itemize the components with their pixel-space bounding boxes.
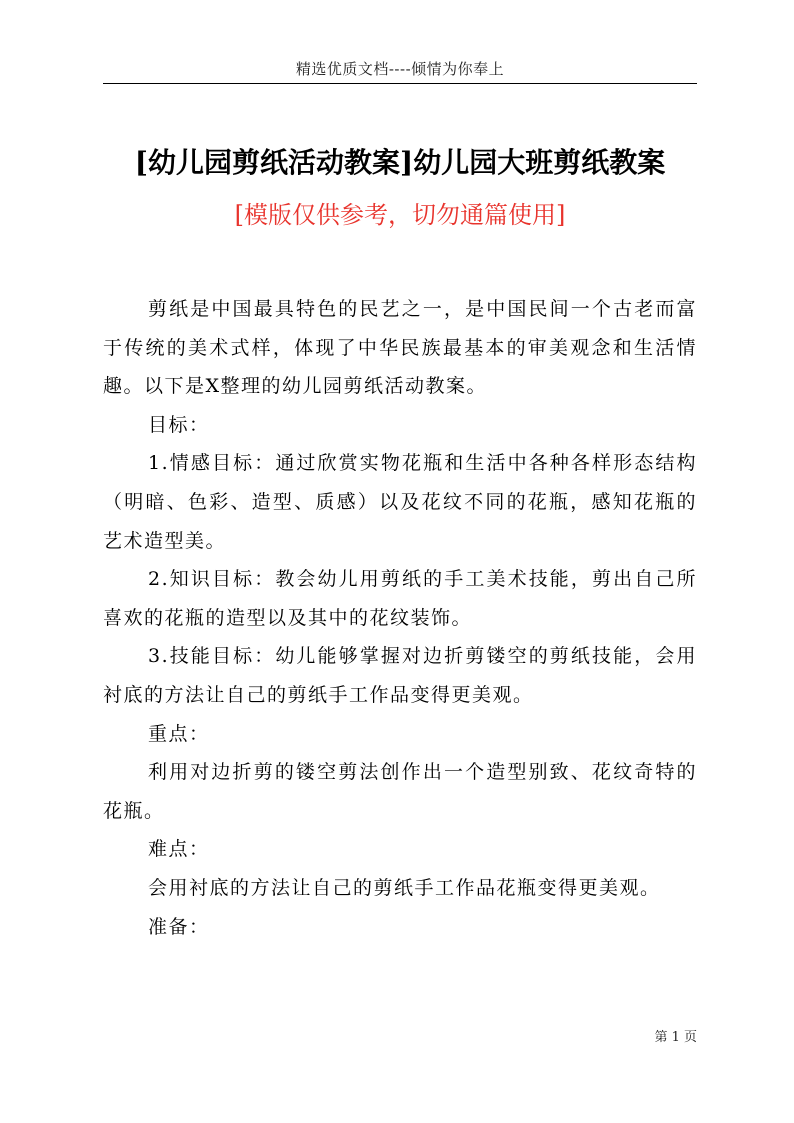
key-point-paragraph: 利用对边折剪的镂空剪法创作出一个造型别致、花纹奇特的花瓶。 [103, 761, 697, 822]
goal-emotion-paragraph: 1.情感目标：通过欣赏实物花瓶和生活中各种各样形态结构（明暗、色彩、造型、质感）以及花纹不同的花瓶，感知花瓶的艺术造型美。 [103, 452, 697, 552]
goal-skill-paragraph: 3.技能目标：幼儿能够掌握对边折剪镂空的剪纸技能，会用衬底的方法让自己的剪纸手工作品变得更美观。 [103, 645, 697, 706]
preparation-heading: 准备： [148, 915, 210, 938]
difficulty-paragraph: 会用衬底的方法让自己的剪纸手工作品花瓶变得更美观。 [148, 876, 661, 899]
document-title: [幼儿园剪纸活动教案]幼儿园大班剪纸教案 [134, 146, 666, 179]
document-subtitle: [模版仅供参考，切勿通篇使用] [234, 201, 566, 229]
goal-knowledge-paragraph: 2.知识目标：教会幼儿用剪纸的手工美术技能，剪出自己所喜欢的花瓶的造型以及其中的花纹装饰。 [103, 568, 697, 629]
difficulty-heading: 难点： [148, 838, 210, 861]
header-divider [103, 83, 697, 84]
goals-heading: 目标： [148, 413, 210, 436]
key-point-heading: 重点： [148, 722, 210, 745]
document-body [103, 290, 697, 946]
intro-paragraph: 剪纸是中国最具特色的民艺之一，是中国民间一个古老而富于传统的美术式样，体现了中华民族最基本的审美观念和生活情趣。以下是X整理的幼儿园剪纸活动教案。 [103, 298, 697, 398]
page-header: 精选优质文档----倾情为你奉上 [295, 60, 505, 78]
page-number: 第 1 页 [654, 1030, 697, 1045]
